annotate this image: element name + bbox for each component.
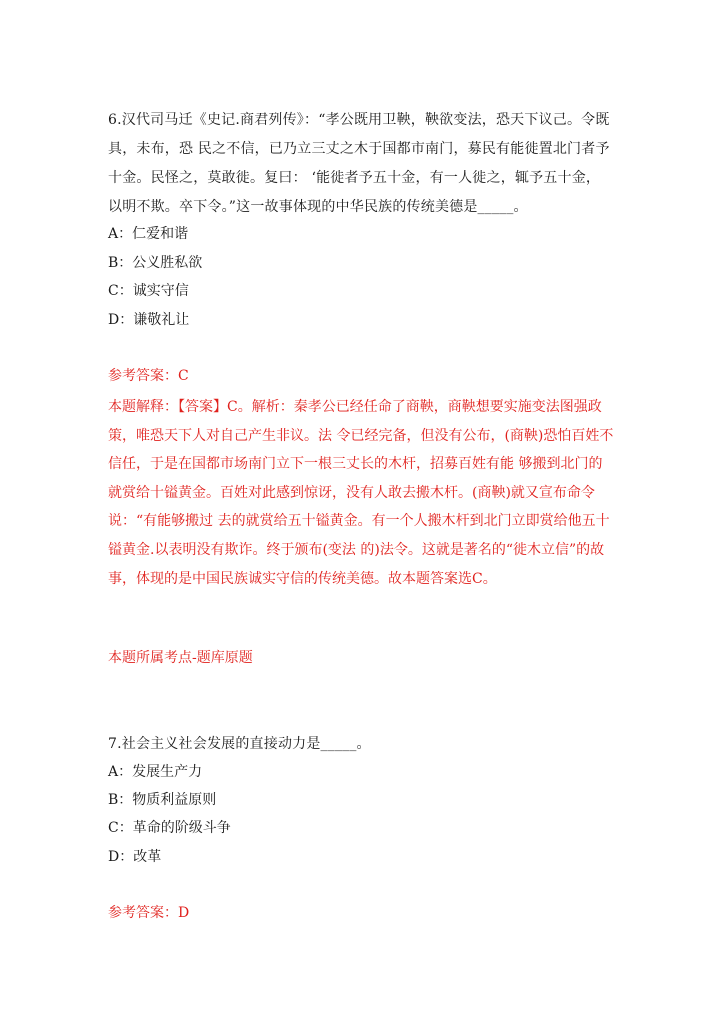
- question-7-option-b: B：物质利益原则: [108, 792, 217, 808]
- question-7-option-d: D：改革: [108, 849, 162, 865]
- question-6-option-a: A：仁爱和谐: [108, 226, 189, 242]
- question-7-option-a: A：发展生产力: [108, 764, 203, 780]
- question-6-answer: 参考答案：C: [108, 368, 189, 384]
- question-7-option-c: C：革命的阶级斗争: [108, 820, 231, 836]
- question-6-option-c: C：诚实守信: [108, 283, 189, 299]
- question-7-answer: 参考答案：D: [108, 905, 190, 921]
- question-7-stem: 7.社会主义社会发展的直接动力是_____。: [108, 736, 371, 752]
- question-6-topic-tag: 本题所属考点-题库原题: [108, 650, 253, 666]
- question-6-option-b: B：公义胜私欲: [108, 255, 203, 271]
- question-6-stem: 6.汉代司马迁《史记.商君列传》：“孝公既用卫鞅，鞅欲变法，恐天下议己。令既具，未布，恐 民之不信，已乃立三丈之木于国都市南门，募民有能徙置北门者予十金。民怪之，莫敢徙。复曰： ‘能徙者予五十金，有一人徙之，辄予五十金，以明不欺。卒下令。”这一故事体现的中华民族的传统美德是_____。: [108, 112, 610, 215]
- question-6-option-d: D：谦敬礼让: [108, 312, 190, 328]
- question-6-explanation: 本题解释：【答案】C。解析：秦孝公已经任命了商鞅，商鞅想要实施变法图强政策，唯恐天下人对自己产生非议。法 令已经完备，但没有公布，(商鞅)恐怕百姓不信任，于是在国都市场南门立下一根三丈长的木杆，招募百姓有能 够搬到北门的就赏给十镒黄金。百姓对此感到惊讶，没有人敢去搬木杆。(商鞅)就又宣布命令说：“有能够搬过 去的就赏给五十镒黄金。有一个人搬木杆到北门立即赏给他五十镒黄金.以表明没有欺诈。终于颁布(变法 的)法令。这就是著名的“徙木立信”的故事，体现的是中国民族诚实守信的传统美德。故本题答案选C。: [108, 399, 614, 587]
